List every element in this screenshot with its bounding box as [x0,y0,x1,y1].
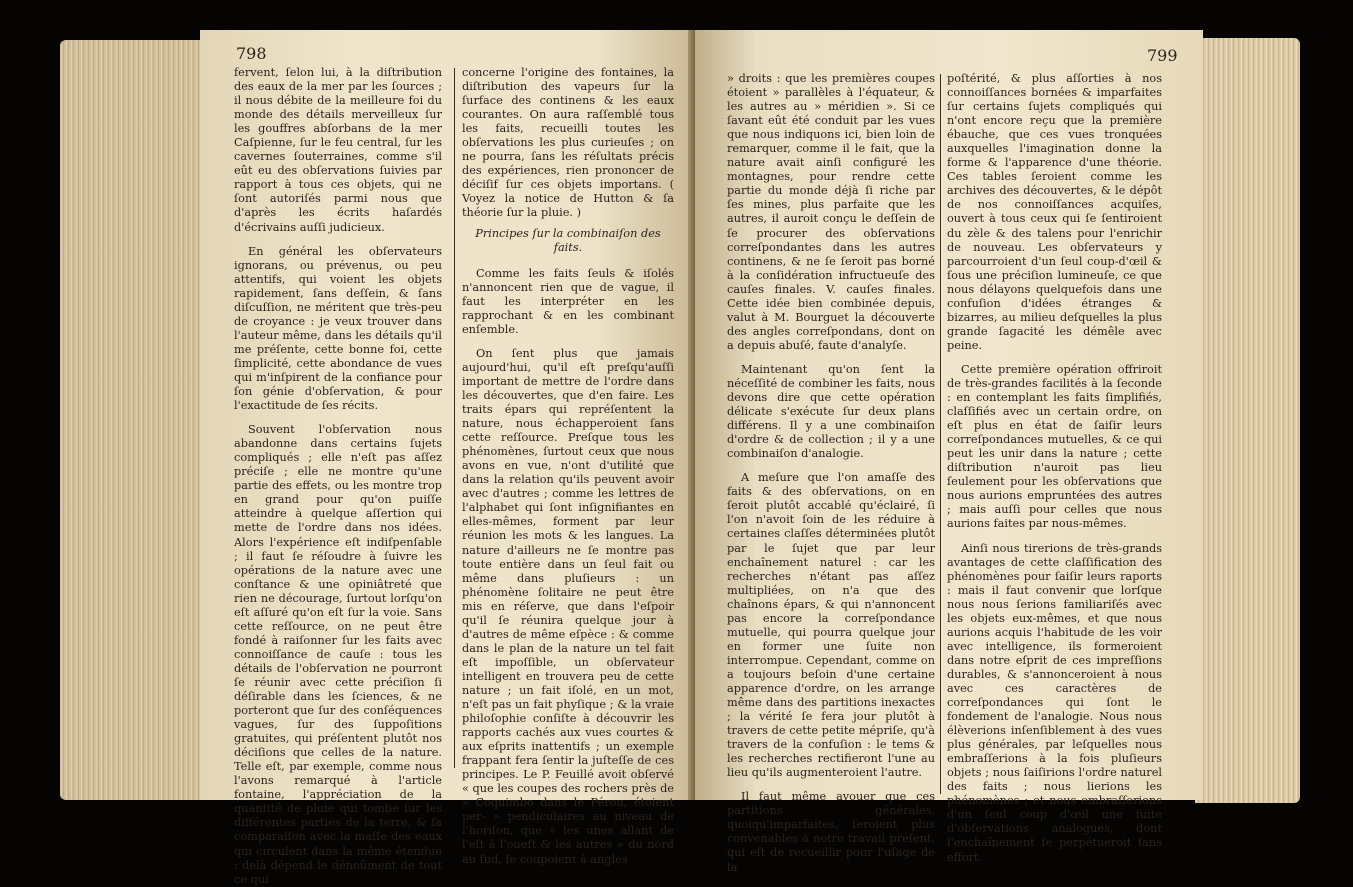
right-column-2 [947,72,1162,865]
paragraph: Ainſi nous tirerions de très-grands avantages de cette claſſification des phénomènes pour ſaiſir leurs raports : mais il faut convenir que lorſque nous nous ſerions familiariſés avec les objets eux-mêmes, et que nous aurions acquis l'habitude de les voir avec intelligence, ils formeroient dans notre eſprit de ces impreſſions durables, & s'annonceroient à nous avec ces caractères de correſpondances qui ſont le fondement de l'analogie. Nous nous élèverions inſenſiblement à des vues plus générales, par leſquelles nous embraſſerions à la fois pluſieurs objets ; nous ſaiſirions l'ordre naturel des faits ; nous lierions les phénomènes ; et nous embraſſerions d'un ſeul coup d'œil une ſuite d'obſervations analogues, dont l'enchaînement ſe perpétueroit ſans effort. [947,541,1162,864]
right-page [695,30,1203,874]
right-column-1 [727,72,935,875]
column-rule [454,68,455,768]
paragraph: Il faut même avouer que ces partitions générales, quoiqu'imparfaites, ſeroient plus convenables à notre travail préſent, qui eſt de recueillir pour l'uſage de la [727,790,935,874]
paragraph: A meſure que l'on amaſſe des faits & des obſervations, on en ſeroit plutôt accablé qu'éclairé, ſi l'on n'avoit ſoin de les réduire à certaines claſſes déterminées plutôt par le ſujet que par leur enchaînement naturel : car les recherches n'étant pas aſſez multipliées, on n'a que des chaînons épars, & qui n'annoncent pas encore la correſpondance mutuelle, qui pourra quelque jour en former une ſuite non interrompue. Cependant, comme on a toujours beſoin d'une certaine apparence d'ordre, on les arrange même dans des partitions inexactes ; la vérité ſe fera jour plutôt à travers de cette petite mépriſe, qu'à travers de la confuſion : le tems & les recherches rectifieront l'une au lieu qu'ils augmenteroient l'autre. [727,471,935,780]
paragraph: poſtérité, & plus aſſorties à nos connoiſſances bornées & imparfaites ſur certains ſujets compliqués qui n'ont encore reçu que la première ébauche, que ces vues tronquées auxquelles l'imagination donne la forme & l'apparence d'une théorie. Ces tables ſeroient comme les archives des découvertes, & le dépôt de nos connoiſſances acquiſes, ouvert à tous ceux qui ſe ſentiroient du zèle & des talens pour l'enrichir de nouveau. Les obſervateurs y parcourroient d'un ſeul coup-d'œil & ſous une préciſion lumineuſe, ce que nous délayons quelquefois dans une confuſion d'idées étranges & bizarres, au milieu deſquelles la plus grande ſagacité les démêle avec peine. [947,72,1162,352]
right-page-edges [1195,38,1300,803]
column-rule [940,74,941,794]
paragraph: Comme les faits ſeuls & iſolés n'annoncent rien que de vague, il faut les interpréter en les rapprochant & en les combinant enſemble. [462,266,674,336]
section-heading: Principes ſur la combinaiſon des faits. [475,226,661,254]
left-page-edges [60,40,210,800]
left-page [200,30,695,886]
left-page-number: 798 [236,44,267,63]
left-column-1 [234,66,442,887]
left-column-2 [462,66,674,867]
paragraph: Cette première opération offriroit de très-grandes facilités à la ſeconde : en contemplant les faits ſimplifiés, claſſifiés avec un certain ordre, on eſt plus en état de ſaiſir leurs correſpondances mutuelles, & ce qui peut les unir dans la nature ; cette diſtribution n'auroit pas lieu ſeulement pour les obſervations que nous aurions empruntées des autres ; mais auſſi pour celles que nous aurions faites par nous-mêmes. [947,362,1162,531]
paragraph: fervent, ſelon lui, à la diſtribution des eaux de la mer par les ſources ; il nous débite de la meilleure foi du monde des détails merveilleux ſur les gouffres abſorbans de la mer Caſpienne, ſur le feu central, ſur les cavernes ſouterraines, comme s'il eût eu des obſervations ſuivies par rapport à tous ces objets, qui ne ſont autoriſés parmi nous que d'après les écrits haſardés d'écrivains auſſi judicieux. [234,66,442,234]
right-page-number: 799 [1147,46,1178,65]
paragraph: concerne l'origine des fontaines, la diſtribution des vapeurs ſur la ſurface des continens & les eaux courantes. On aura raſſemblé tous les faits, recueilli toutes les obſervations les plus curieuſes ; on ne pourra, ſans les réſultats précis des expériences, rien prononcer de déciſif ſur ces objets importans. ( Voyez la notice de Hutton & ſa théorie ſur la pluie. ) [462,66,674,220]
paragraph: Maintenant qu'on ſent la néceſſité de combiner les faits, nous devons dire que cette opération délicate s'exécute ſur deux plans différens. Il y a une combinaiſon d'ordre & de collection ; il y a une combinaiſon d'analogie. [727,362,935,461]
paragraph: En général les obſervateurs ignorans, ou prévenus, ou peu attentifs, qui voient les objets rapidement, ſans deſſein, & ſans diſcuſſion, ne méritent que très-peu de croyance : je veux trouver dans l'auteur même, dans les détails qu'il me préſente, cette bonne foi, cette ſimplicité, cette abondance de vues qui m'inſpirent de la confiance pour ſon génie d'obſervation, & pour l'exactitude de ſes récits. [234,244,442,413]
paragraph: Souvent l'obſervation nous abandonne dans certains ſujets compliqués ; elle n'eſt pas aſſez préciſe ; elle ne montre qu'une partie des effets, ou les montre trop en grand pour qu'on puiſſe atteindre à quelque aſſertion qui mette de l'ordre dans nos idées. Alors l'expérience eſt indiſpenſable ; il faut ſe réſoudre à ſuivre les opérations de la nature avec une conſtance & une opiniâtreté que rien ne décourage, ſurtout lorſqu'on eſt aſſuré qu'on eſt ſur la voie. Sans cette reſſource, on ne peut être fondé à raiſonner ſur les faits avec connoiſſance de cauſe : tous les détails de l'obſervation ne pourront ſe réunir avec cette préciſion ſi déſirable dans les ſciences, & ne porteront que ſur des conſéquences vagues, ſur des ſuppoſitions gratuites, qui préſentent plutôt nos déciſions que celles de la nature. Telle eſt, par exemple, comme nous l'avons remarqué à l'article fontaine, l'appréciation de la quantité de pluie qui tombe ſur les différentes parties de la terre, & ſa comparaiſon avec la maſſe des eaux qui circulent dans la même étendue : delà dépend le dénoûment de tout ce qui [234,423,442,886]
paragraph: On ſent plus que jamais aujourd'hui, qu'il eſt preſqu'auſſi important de mettre de l'ordre dans les découvertes, que d'en faire. Les traits épars qui repréſentent la nature, nous échapperoient ſans cette reſſource. Preſque tous les phénomènes, ſurtout ceux que nous avons en vue, n'ont d'utilité que dans la relation qu'ils peuvent avoir avec d'autres ; comme les lettres de l'alphabet qui ſont inſignifiantes en elles-mêmes, forment par leur réunion les mots & les langues. La nature d'ailleurs ne ſe montre pas toute entière dans un ſeul fait ou même dans pluſieurs : un phénomène ſolitaire ne peut être mis en réſerve, que dans l'eſpoir qu'il ſe réunira quelque jour à d'autres de même eſpèce : & comme dans le plan de la nature un tel fait eſt impoſſible, un obſervateur intelligent en trouvera peu de cette nature ; un fait iſolé, en un mot, n'eſt pas un fait phyſique ; & la vraie philoſophie conſiſte à découvrir les rapports cachés aux vues courtes & aux eſprits inattentifs ; un exemple frappant fera ſentir la juſteſſe de ces principes. Le P. Feuillé avoit obſervé « que les coupes des rochers près de » Coquimbo dans le Pérou, étoient per- » pendiculaires au niveau de l'horiſon, que » les unes allant de l'eſt à l'oueſt & les autres » du nord au ſud, ſe coupoient à angles [462,346,674,866]
paragraph: » droits : que les premières coupes étoient » parallèles à l'équateur, & les autres au » méridien ». Si ce ſavant eût été conduit par les vues que nous indiquons ici, bien loin de remarquer, comme il le fait, que la nature avait ainſi configuré les montagnes, pour rendre cette partie du monde déjà ſi riche par ſes mines, plus parfaite que les autres, il auroit conçu le deſſein de ſe procurer des obſervations correſpondantes dans les autres continens, & ne ſe ſeroit pas borné à la conſidération infructueuſe des cauſes finales. V. cauſes finales. Cette idée bien combinée depuis, valut à M. Bourguet la découverte des angles correſpondans, dont on a depuis abuſé, faute d'analyſe. [727,72,935,352]
